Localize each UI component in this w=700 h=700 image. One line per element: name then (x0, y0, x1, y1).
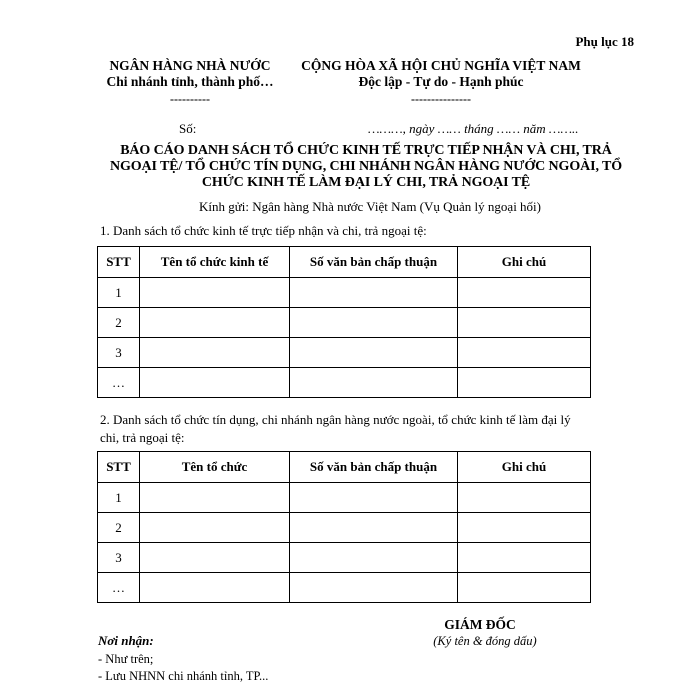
column-header-notes: Ghi chú (458, 452, 591, 483)
header-left-separator: ---------- (170, 92, 210, 106)
table-row (98, 308, 591, 338)
approval-doc-cell[interactable] (290, 308, 458, 338)
table-row (98, 573, 591, 603)
notes-cell[interactable] (458, 543, 591, 573)
row-index: … (98, 573, 140, 603)
org-name-cell[interactable] (140, 308, 290, 338)
report-title-line-2: NGOẠI TỆ/ TỔ CHỨC TÍN DỤNG, CHI NHÁNH NGÂN HÀNG NƯỚC NGOÀI, TỔ (109, 159, 623, 174)
recipients-label: Nơi nhận: (98, 633, 154, 648)
column-header-approval-doc: Số văn bản chấp thuận (290, 452, 458, 483)
notes-cell[interactable] (458, 483, 591, 513)
row-index: 3 (98, 338, 140, 368)
agent-orgs-table (97, 451, 591, 603)
row-index: 2 (98, 513, 140, 543)
appendix-label: Phụ lục 18 (575, 34, 634, 49)
approval-doc-cell[interactable] (290, 543, 458, 573)
signer-title: GIÁM ĐỐC (444, 617, 516, 632)
org-name-cell[interactable] (140, 513, 290, 543)
column-header-stt: STT (98, 452, 140, 483)
header-right-nation: CỘNG HÒA XÃ HỘI CHỦ NGHĨA VIỆT NAM (301, 58, 581, 73)
table-row (98, 368, 591, 398)
table-row (98, 543, 591, 573)
org-name-cell[interactable] (140, 573, 290, 603)
document-number-label: Số: (179, 121, 197, 136)
report-title-line-3: CHỨC KINH TẾ LÀM ĐẠI LÝ CHI, TRẢ NGOẠI TỆ (201, 175, 531, 190)
org-name-cell[interactable] (140, 338, 290, 368)
row-index: 1 (98, 483, 140, 513)
notes-cell[interactable] (458, 278, 591, 308)
header-right-separator: --------------- (411, 92, 471, 106)
row-index: … (98, 368, 140, 398)
column-header-org-name: Tên tổ chức (140, 452, 290, 483)
section2-heading-line-2: chi, trả ngoại tệ: (100, 430, 185, 445)
notes-cell[interactable] (458, 573, 591, 603)
approval-doc-cell[interactable] (290, 368, 458, 398)
report-title (92, 143, 640, 191)
report-title-line-1: BÁO CÁO DANH SÁCH TỔ CHỨC KINH TẾ TRỰC TIẾP NHẬN VÀ CHI, TRẢ (120, 143, 612, 158)
economic-orgs-table (97, 246, 591, 398)
recipient-item: - Như trên; (98, 652, 154, 666)
recipient-item: - Lưu NHNN chi nhánh tỉnh, TP... (98, 669, 269, 683)
org-name-cell[interactable] (140, 278, 290, 308)
org-name-cell[interactable] (140, 368, 290, 398)
approval-doc-cell[interactable] (290, 513, 458, 543)
column-header-approval-doc: Số văn bản chấp thuận (290, 247, 458, 278)
section2-heading-line-1: 2. Danh sách tổ chức tín dụng, chi nhánh ngân hàng nước ngoài, tổ chức kinh tế làm đại lý (100, 412, 571, 427)
column-header-org-name: Tên tổ chức kinh tế (140, 247, 290, 278)
approval-doc-cell[interactable] (290, 573, 458, 603)
notes-cell[interactable] (458, 308, 591, 338)
table-header-row (98, 247, 591, 278)
table-row (98, 338, 591, 368)
notes-cell[interactable] (458, 513, 591, 543)
notes-cell[interactable] (458, 338, 591, 368)
row-index: 2 (98, 308, 140, 338)
table-row (98, 513, 591, 543)
table-row (98, 483, 591, 513)
addressee: Kính gửi: Ngân hàng Nhà nước Việt Nam (Vụ Quản lý ngoại hối) (199, 199, 541, 214)
approval-doc-cell[interactable] (290, 278, 458, 308)
row-index: 1 (98, 278, 140, 308)
approval-doc-cell[interactable] (290, 483, 458, 513)
notes-cell[interactable] (458, 368, 591, 398)
header-left-branch: Chi nhánh tỉnh, thành phố… (106, 74, 274, 89)
org-name-cell[interactable] (140, 483, 290, 513)
table-header-row (98, 452, 591, 483)
column-header-stt: STT (98, 247, 140, 278)
table-row (98, 278, 591, 308)
date-line: ………, ngày …… tháng …… năm …….. (368, 121, 579, 136)
header-left-org: NGÂN HÀNG NHÀ NƯỚC (109, 58, 271, 73)
org-name-cell[interactable] (140, 543, 290, 573)
row-index: 3 (98, 543, 140, 573)
column-header-notes: Ghi chú (458, 247, 591, 278)
header-right-motto: Độc lập - Tự do - Hạnh phúc (358, 74, 524, 89)
section1-heading: 1. Danh sách tổ chức kinh tế trực tiếp nhận và chi, trả ngoại tệ: (100, 223, 427, 238)
signer-note: (Ký tên & đóng dấu) (433, 634, 537, 648)
section2-heading (100, 411, 630, 447)
approval-doc-cell[interactable] (290, 338, 458, 368)
